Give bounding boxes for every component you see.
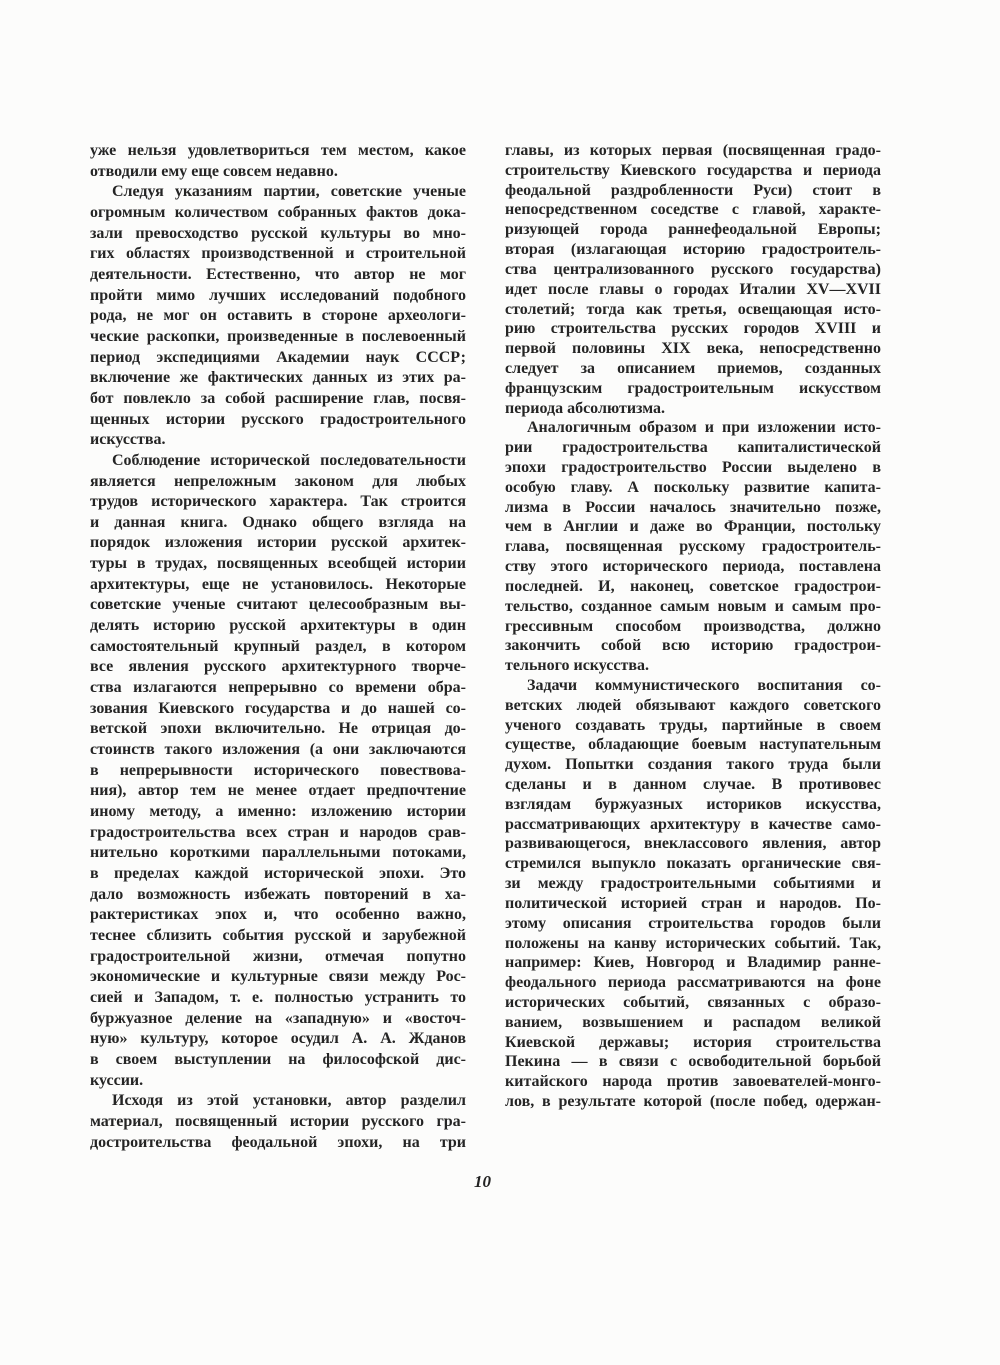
text-line: куссии. bbox=[90, 1071, 144, 1089]
text-line: сией и Западом, т. е. полностью устранить то bbox=[90, 988, 466, 1006]
text-line: гих областях производственной и строительной bbox=[90, 245, 466, 263]
text-line: зали превосходство русской культуры во мно- bbox=[90, 224, 466, 242]
text-line: архитектуры, еще не установилось. Некоторые bbox=[90, 575, 466, 593]
text-line: глава, посвященная русскому градостроитель- bbox=[505, 538, 881, 556]
text-line: градостроительной жизни, отмечая попутно bbox=[90, 947, 466, 965]
text-line: вторая (излагающая историю градостроитель- bbox=[505, 241, 881, 259]
text-line: уже нельзя удовлетвориться тем местом, какое bbox=[90, 142, 466, 159]
text-line: отводили ему еще совсем недавно. bbox=[90, 162, 338, 180]
text-line: следует за описанием приемов, созданных bbox=[505, 359, 881, 377]
text-line: является непреложным законом для любых bbox=[90, 472, 466, 490]
text-line: в непрерывности исторического повествова- bbox=[90, 761, 466, 779]
text-line: периода абсолютизма. bbox=[505, 399, 666, 417]
text-line: ученого создавать труды, партийные в своем bbox=[505, 716, 881, 734]
text-line: грессивным способом производства, должно bbox=[505, 617, 881, 635]
text-line: последней. И, наконец, советское градострои- bbox=[505, 577, 881, 595]
text-line: зи между градостроительными событиями и bbox=[505, 875, 881, 893]
text-line: феодальной раздробленности Руси) стоит в bbox=[505, 181, 881, 199]
text-line: рактеристиках эпох и, что особенно важно, bbox=[90, 906, 466, 924]
text-line: буржуазное деление на «западную» и «восточ- bbox=[90, 1009, 466, 1027]
text-line: развивающегося, внеклассового явления, автор bbox=[505, 835, 881, 853]
text-line: особую главу. А поскольку развитие капита- bbox=[505, 478, 881, 496]
text-line: стоинств такого изложения (а они заключаются bbox=[90, 741, 466, 759]
text-line: французским градостроительным искусством bbox=[505, 379, 881, 397]
text-column-right bbox=[505, 141, 881, 1112]
text-line: политической историей стран и народов. По- bbox=[505, 894, 881, 912]
text-line: бот повлекло за собой расширение глав, посвя- bbox=[90, 389, 466, 407]
text-line: эпохи градостроительство России выделено в bbox=[505, 459, 881, 476]
text-line: Аналогичным образом и при изложении исто- bbox=[527, 419, 881, 437]
text-line: строительству Киевского государства и периода bbox=[505, 161, 881, 179]
text-line: деятельности. Естественно, что автор не мог bbox=[90, 265, 466, 283]
text-line: закончить собой всю историю градострои- bbox=[505, 637, 881, 655]
text-line: Пекина — в связи с освободительной борьбой bbox=[505, 1053, 881, 1071]
text-line: китайского народа против завоевателей-монго- bbox=[505, 1073, 881, 1091]
text-line: сделаны и в данном случае. В противовес bbox=[505, 776, 881, 793]
text-line: туры в трудах, посвященных всеобщей истории bbox=[90, 555, 466, 573]
text-line: искусства. bbox=[90, 431, 166, 449]
text-line: все явления русского архитектурного творче- bbox=[90, 658, 466, 676]
text-line: иному методу, а именно: изложению истории bbox=[90, 803, 466, 820]
text-line: в пределах каждой исторической эпохи. Это bbox=[90, 864, 466, 882]
text-line: зования Киевского государства и до нашей со- bbox=[90, 699, 466, 717]
text-line: непосредственном соседстве с главой, характе- bbox=[505, 201, 881, 219]
text-line: ризующей города раннефеодальной Европы; bbox=[505, 221, 881, 239]
text-line: стремился выпукло показать органические свя- bbox=[505, 855, 881, 873]
text-line: исторических событий, связанных с образо- bbox=[505, 993, 881, 1011]
text-line: ния), автор тем не менее отдает предпочтение bbox=[90, 782, 466, 800]
text-line: этому описания строительства городов были bbox=[505, 914, 881, 932]
text-line: материал, посвященный истории русского гра- bbox=[90, 1112, 466, 1130]
text-line: идет после главы о городах Италии XV—XVII bbox=[505, 280, 881, 298]
text-line: теснее сблизить события русской и зарубежной bbox=[90, 926, 466, 944]
text-column-left bbox=[90, 141, 466, 1153]
text-line: рии градостроительства капиталистической bbox=[505, 439, 881, 457]
text-line: дало возможность избежать повторений в ха- bbox=[90, 885, 466, 903]
text-line: ству этого исторического периода, поставлена bbox=[505, 558, 881, 576]
text-line: делять историю русской архитектуры в один bbox=[90, 617, 466, 635]
text-line: включение же фактических данных из этих ра- bbox=[90, 369, 466, 387]
text-line: пройти мимо лучших исследований подобного bbox=[90, 286, 466, 304]
text-line: рию строительства русских городов XVIII и bbox=[505, 320, 881, 338]
text-line: в своем выступлении на философской дис- bbox=[90, 1050, 466, 1068]
text-line: трудов исторического характера. Так строится bbox=[90, 493, 466, 511]
text-line: ную» культуру, которое осудил А. А. Жданов bbox=[90, 1030, 466, 1048]
text-line: и данная книга. Однако общего взгляда на bbox=[90, 513, 466, 531]
text-line: столетий; тогда как третья, освещающая исто- bbox=[505, 300, 881, 318]
text-line: Соблюдение исторической последовательности bbox=[112, 451, 466, 469]
text-line: Киевской державы; история строительства bbox=[505, 1033, 881, 1051]
text-line: лов, в результате которой (после побед, одержан- bbox=[505, 1093, 881, 1110]
text-line: взглядам буржуазных историков искусства, bbox=[505, 795, 881, 813]
text-line: экономические и культурные связи между Рос- bbox=[90, 968, 466, 986]
text-line: щенных истории русского градостроительного bbox=[90, 410, 466, 428]
text-line: ства излагаются непрерывно со времени обра- bbox=[90, 679, 466, 697]
text-line: положены на канву исторических событий. Так, bbox=[505, 934, 881, 952]
text-line: ства централизованного русского государства) bbox=[505, 260, 881, 278]
text-line: достроительства феодальной эпохи, на три bbox=[90, 1133, 466, 1151]
text-line: ветских людей обязывают каждого советского bbox=[505, 696, 881, 714]
text-line: например: Киев, Новгород и Владимир ранне- bbox=[505, 954, 881, 972]
text-line: нительно короткими параллельными потоками, bbox=[90, 844, 466, 862]
text-line: советские ученые считают целесообразным вы- bbox=[90, 596, 466, 614]
text-line: период экспедициями Академии наук СССР; bbox=[90, 348, 466, 366]
text-line: самостоятельный крупный раздел, в котором bbox=[90, 637, 466, 655]
text-line: духом. Попытки создания такого труда были bbox=[505, 756, 881, 774]
text-line: Задачи коммунистического воспитания со- bbox=[527, 676, 881, 694]
text-line: огромным количеством собранных фактов дока- bbox=[90, 203, 466, 221]
text-line: Следуя указаниям партии, советские ученые bbox=[112, 183, 466, 201]
text-line: чем в Англии и даже во Франции, постольку bbox=[505, 518, 881, 536]
text-line: порядок изложения истории русской архитек- bbox=[90, 534, 466, 552]
text-line: градостроительства всех стран и народов срав- bbox=[90, 823, 466, 841]
text-line: первой половины XIX века, непосредственно bbox=[505, 340, 881, 358]
text-line: тельного искусства. bbox=[505, 657, 650, 675]
text-line: тельство, созданное самым новым и самым про- bbox=[505, 597, 881, 615]
text-line: феодального периода рассматриваются на фоне bbox=[505, 974, 881, 992]
text-line: рассматривающих архитектуру в качестве само- bbox=[505, 815, 881, 833]
text-line: ветской эпохи включительно. Не отрицая до- bbox=[90, 720, 466, 738]
text-line: лизма в России началось значительно позже, bbox=[505, 498, 881, 516]
page-number: 10 bbox=[474, 1172, 491, 1191]
text-line: главы, из которых первая (посвященная градо- bbox=[505, 142, 881, 159]
text-line: рода, не мог он оставить в стороне археологи- bbox=[90, 307, 466, 325]
text-line: Исходя из этой установки, автор разделил bbox=[112, 1092, 466, 1110]
text-line: ванием, возвышением и распадом великой bbox=[505, 1013, 881, 1031]
text-line: ческие раскопки, произведенные в послевоенный bbox=[90, 327, 466, 345]
text-line: существе, обладающие боевым наступательным bbox=[505, 736, 881, 754]
